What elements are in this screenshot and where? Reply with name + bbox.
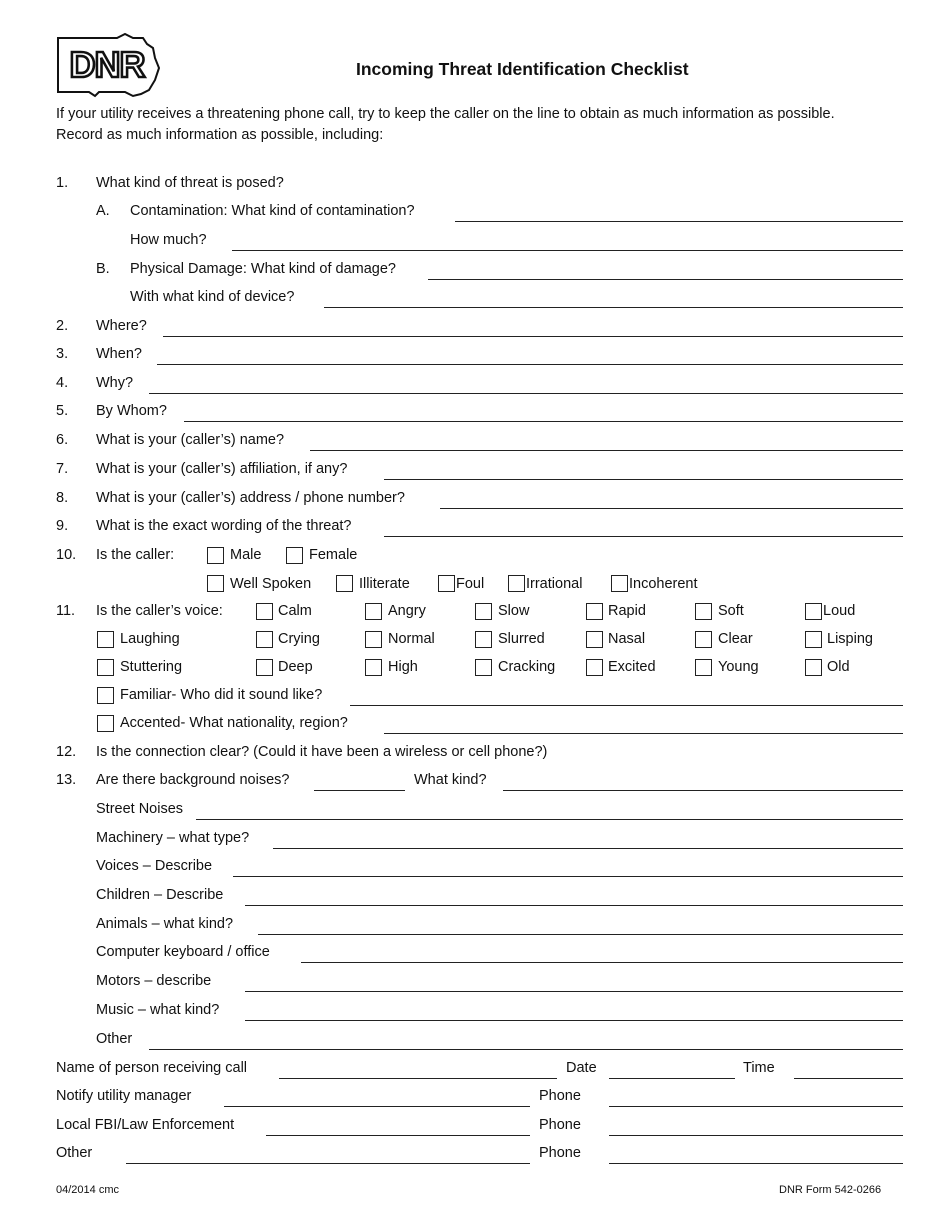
option-label: Female [309, 547, 358, 563]
other-contact-label: Other [56, 1145, 93, 1161]
intro-text: If your utility receives a threatening phone call, try to keep the caller on the line to obtain as much information as possible. Record as much information as possible, including: [56, 106, 835, 143]
fbi-field[interactable] [266, 1135, 530, 1136]
checkbox-rapid[interactable] [586, 603, 603, 620]
accented-label: Accented- What nationality, region? [120, 715, 348, 731]
q6-name-field[interactable] [310, 450, 903, 451]
q8-address-field[interactable] [440, 508, 903, 509]
q1a-amount-field[interactable] [232, 250, 903, 251]
checkbox-normal[interactable] [365, 631, 382, 648]
noise-label: Children – Describe [96, 887, 224, 903]
q11-number: 11. [56, 603, 76, 619]
checkbox-female[interactable] [286, 547, 303, 564]
q1b-sub-label: With what kind of device? [130, 289, 295, 305]
fbi-label: Local FBI/Law Enforcement [56, 1117, 235, 1133]
phone-label: Phone [539, 1145, 581, 1161]
checkbox-soft[interactable] [695, 603, 712, 620]
checkbox-crying[interactable] [256, 631, 273, 648]
checkbox-angry[interactable] [365, 603, 382, 620]
phone-label: Phone [539, 1088, 581, 1104]
motors-field[interactable] [245, 991, 903, 992]
checkbox-male[interactable] [207, 547, 224, 564]
noise-label: Street Noises [96, 801, 184, 817]
checkbox-slow[interactable] [475, 603, 492, 620]
q1-label: What kind of threat is posed? [96, 175, 284, 191]
music-field[interactable] [245, 1020, 903, 1021]
q8-number: 8. [56, 490, 69, 506]
q1-number: 1. [56, 175, 69, 191]
option-label: Angry [388, 603, 426, 619]
q9-wording-field[interactable] [384, 536, 903, 537]
q9-label: What is the exact wording of the threat? [96, 518, 352, 534]
what-kind-label: What kind? [414, 772, 487, 788]
checkbox-clear[interactable] [695, 631, 712, 648]
option-label: Calm [278, 603, 312, 619]
q7-number: 7. [56, 461, 69, 477]
q5-label: By Whom? [96, 403, 167, 419]
phone-label: Phone [539, 1117, 581, 1133]
checkbox-incoherent[interactable] [611, 575, 628, 592]
q1a-label: Contamination: What kind of contamination? [130, 203, 415, 219]
familiar-field[interactable] [350, 705, 903, 706]
q13-number: 13. [56, 772, 77, 788]
checkbox-familiar[interactable] [97, 687, 114, 704]
form-number: DNR Form 542-0266 [779, 1184, 882, 1196]
page-title: Incoming Threat Identification Checklist [356, 59, 689, 79]
option-label: Irrational [526, 576, 583, 592]
manager-field[interactable] [224, 1106, 530, 1107]
q10-label: Is the caller: [96, 547, 175, 563]
option-label: Old [827, 659, 850, 675]
what-kind-field[interactable] [503, 790, 903, 791]
other-phone-field[interactable] [609, 1163, 903, 1164]
q1a-contamination-field[interactable] [455, 221, 903, 222]
noise-label: Computer keyboard / office [96, 944, 270, 960]
q12-label: Is the connection clear? (Could it have been a wireless or cell phone?) [96, 744, 548, 760]
receiver-label: Name of person receiving call [56, 1060, 248, 1076]
checkbox-cracking[interactable] [475, 659, 492, 676]
familiar-label: Familiar- Who did it sound like? [120, 687, 323, 703]
checkbox-lisping[interactable] [805, 631, 822, 648]
q4-label: Why? [96, 375, 134, 391]
q1b-letter: B. [96, 261, 110, 277]
q5-number: 5. [56, 403, 69, 419]
option-label: Cracking [498, 659, 556, 675]
q1b-label: Physical Damage: What kind of damage? [130, 261, 396, 277]
street-noises-field[interactable] [196, 819, 903, 820]
checkbox-excited[interactable] [586, 659, 603, 676]
checkbox-high[interactable] [365, 659, 382, 676]
q4-number: 4. [56, 375, 69, 391]
q1b-device-field[interactable] [324, 307, 903, 308]
q13-label: Are there background noises? [96, 772, 290, 788]
accented-field[interactable] [384, 733, 903, 734]
noise-label: Other [96, 1031, 133, 1047]
option-label: Nasal [608, 631, 646, 647]
option-label: Male [230, 547, 262, 563]
option-label: Well Spoken [230, 576, 312, 592]
animals-field[interactable] [258, 934, 903, 935]
option-label: Slurred [498, 631, 545, 647]
option-label: Foul [456, 576, 485, 592]
q9-number: 9. [56, 518, 69, 534]
checkbox-foul[interactable] [438, 575, 455, 592]
option-label: High [388, 659, 418, 675]
q6-label: What is your (caller’s) name? [96, 432, 285, 448]
checkbox-old[interactable] [805, 659, 822, 676]
q10-number: 10. [56, 547, 77, 563]
q2-where-field[interactable] [163, 336, 903, 337]
checkbox-well-spoken[interactable] [207, 575, 224, 592]
q7-label: What is your (caller’s) affiliation, if any? [96, 461, 348, 477]
noise-label: Music – what kind? [96, 1002, 220, 1018]
checkbox-laughing[interactable] [97, 631, 114, 648]
q1a-letter: A. [96, 203, 110, 219]
checkbox-irrational[interactable] [508, 575, 525, 592]
noise-label: Animals – what kind? [96, 916, 234, 932]
q3-label: When? [96, 346, 142, 362]
q8-label: What is your (caller’s) address / phone number? [96, 490, 405, 506]
option-label: Crying [278, 631, 320, 647]
background-noises-field[interactable] [314, 790, 405, 791]
option-label: Rapid [608, 603, 646, 619]
checkbox-illiterate[interactable] [336, 575, 353, 592]
option-label: Stuttering [120, 659, 183, 675]
option-label: Lisping [827, 631, 873, 647]
q1b-damage-field[interactable] [428, 279, 903, 280]
q1a-sub-label: How much? [130, 232, 207, 248]
checkbox-accented[interactable] [97, 715, 114, 732]
q3-number: 3. [56, 346, 69, 362]
option-label: Excited [608, 659, 656, 675]
computer-keyboard-field[interactable] [301, 962, 903, 963]
q2-number: 2. [56, 318, 69, 334]
option-label: Slow [498, 603, 530, 619]
option-label: Loud [823, 603, 856, 619]
q5-by-whom-field[interactable] [184, 421, 903, 422]
manager-phone-field[interactable] [609, 1106, 903, 1107]
manager-label: Notify utility manager [56, 1088, 192, 1104]
svg-text:DNR: DNR [69, 44, 145, 85]
q11-label: Is the caller’s voice: [96, 603, 223, 619]
checkbox-loud[interactable] [805, 603, 822, 620]
q3-when-field[interactable] [157, 364, 903, 365]
receiver-name-field[interactable] [279, 1078, 557, 1079]
voices-field[interactable] [233, 876, 903, 877]
q4-why-field[interactable] [149, 393, 903, 394]
time-label: Time [743, 1060, 775, 1076]
q7-affiliation-field[interactable] [384, 479, 903, 480]
noise-label: Machinery – what type? [96, 830, 250, 846]
noise-label: Voices – Describe [96, 858, 213, 874]
option-label: Illiterate [359, 576, 410, 592]
checkbox-slurred[interactable] [475, 631, 492, 648]
q12-number: 12. [56, 744, 77, 760]
form-date-code: 04/2014 cmc [56, 1184, 119, 1196]
q2-label: Where? [96, 318, 147, 334]
machinery-field[interactable] [273, 848, 903, 849]
option-label: Normal [388, 631, 435, 647]
option-label: Clear [718, 631, 753, 647]
date-label: Date [566, 1060, 597, 1076]
other-contact-field[interactable] [126, 1163, 530, 1164]
checkbox-calm[interactable] [256, 603, 273, 620]
date-field[interactable] [609, 1078, 735, 1079]
checkbox-young[interactable] [695, 659, 712, 676]
option-label: Deep [278, 659, 313, 675]
checkbox-nasal[interactable] [586, 631, 603, 648]
option-label: Young [718, 659, 759, 675]
checkbox-stuttering[interactable] [97, 659, 114, 676]
children-field[interactable] [245, 905, 903, 906]
noise-label: Motors – describe [96, 973, 212, 989]
option-label: Incoherent [629, 576, 698, 592]
other-noise-field[interactable] [149, 1049, 903, 1050]
checkbox-deep[interactable] [256, 659, 273, 676]
option-label: Laughing [120, 631, 180, 647]
option-label: Soft [718, 603, 744, 619]
fbi-phone-field[interactable] [609, 1135, 903, 1136]
time-field[interactable] [794, 1078, 903, 1079]
q6-number: 6. [56, 432, 69, 448]
dnr-logo [55, 32, 163, 98]
